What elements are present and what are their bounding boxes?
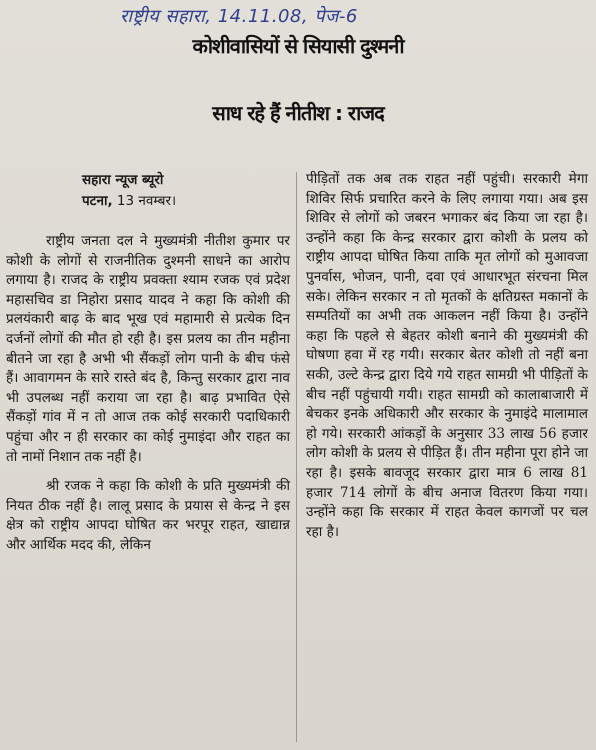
dateline-date: 13 नवम्बर।: [116, 193, 177, 209]
byline-bureau: सहारा न्यूज ब्यूरो: [82, 172, 164, 188]
dateline: [82, 191, 290, 212]
article-column-right: [306, 170, 588, 552]
headline-line-2: साध रहे हैं नीतीश : राजद: [212, 101, 384, 125]
article-column-left: [6, 170, 290, 566]
article-paragraph: श्री रजक ने कहा कि कोशी के प्रति मुख्यमंत्री की नियत ठीक नहीं है। लालू प्रसाद के प्रयास से केन्द्र ने इस क्षेत्र को राष्ट्रीय आपदा घोषित कर भरपूर राहत, खाद्यान्न और आर्थिक मदद की, लेकिन: [6, 478, 290, 553]
dateline-city: पटना,: [82, 193, 113, 209]
headline-line-1: कोशीवासियों से सियासी दुश्मनी: [192, 34, 404, 58]
column-divider: [296, 172, 297, 742]
article-paragraph: पीड़ितों तक अब तक राहत नहीं पहुंची। सरकारी मेगा शिविर सिर्फ प्रचारित करने के लिए लगाया गया। अब इस शिविर से लोगों को जबरन भगाकर बंद किया जा रहा है। उन्होंने कहा कि केन्द्र सरकार द्वारा कोशी के प्रलय को राष्ट्रीय आपदा घोषित किया ताकि मृत लोगों को मुआवजा पुनर्वास, भोजन, पानी, दवा एवं आधारभूत संरचना मिल सके। लेकिन सरकार न तो मृतकों के क्षतिग्रस्त मकानों के सम्पतियों का अभी तक आकलन नहीं किया है। उन्होंने कहा कि पहले से बेहतर कोशी बनाने की मुख्यमंत्री की घोषणा हवा में रह गयी। सरकार बेतर कोशी तो नहीं बना सकी, उल्टे केन्द्र द्वारा दिये गये राहत सामग्री भी पीड़ितों के बीच नहीं पहुंचायी गयी। राहत सामग्री को कालाबाजारी में बेचकर इनके अधिकारी और सरकार के नुमाइंदे मालामाल हो गये। सरकारी आंकड़ों के अनुसार 33 लाख 56 हजार लोग कोशी के प्रलय से पीड़ित हैं। तीन महीना पूरा होने जा रहा है। इसके बावजूद सरकार द्वारा मात्र 6 लाख 81 हजार 714 लोगों के बीच अनाज वितरण किया गया। उन्होंने कहा कि सरकार में राहत केवल कागजों पर चल रहा है।: [306, 171, 588, 540]
article-paragraph: राष्ट्रीय जनता दल ने मुख्यमंत्री नीतीश कुमार पर कोशी के लोगों से राजनीतिक दुश्मनी साधने का आरोप लगाया है। राजद के राष्ट्रीय प्रवक्ता श्याम रजक एवं प्रदेश महासचिव डा निहोरा प्रसाद यादव ने कहा कि कोशी की प्रलयंकारी बाढ़ के बाद भूख एवं महामारी से प्रत्येक दिन दर्जनों लोगों की मौत हो रही है। इस प्रलय का तीन महीना बीतने जा रहा है अभी भी सैंकड़ों लोग पानी के बीच फंसे हैं। आवागमन के सारे रास्ते बंद है, किन्तु सरकार द्वारा नाव भी उपलब्ध नहीं कराया जा रहा है। बाढ़ प्रभावित ऐसे सैंकड़ों गांव में न तो आज तक कोई सरकारी पदाधिकारी पहुंचा और न ही सरकार का कोई नुमाइंदा और राहत का तो नामों निशान तक नहीं है।: [6, 233, 290, 465]
handwritten-note: राष्ट्रीय सहारा, 14.11.08, पेज-6: [120, 6, 358, 27]
